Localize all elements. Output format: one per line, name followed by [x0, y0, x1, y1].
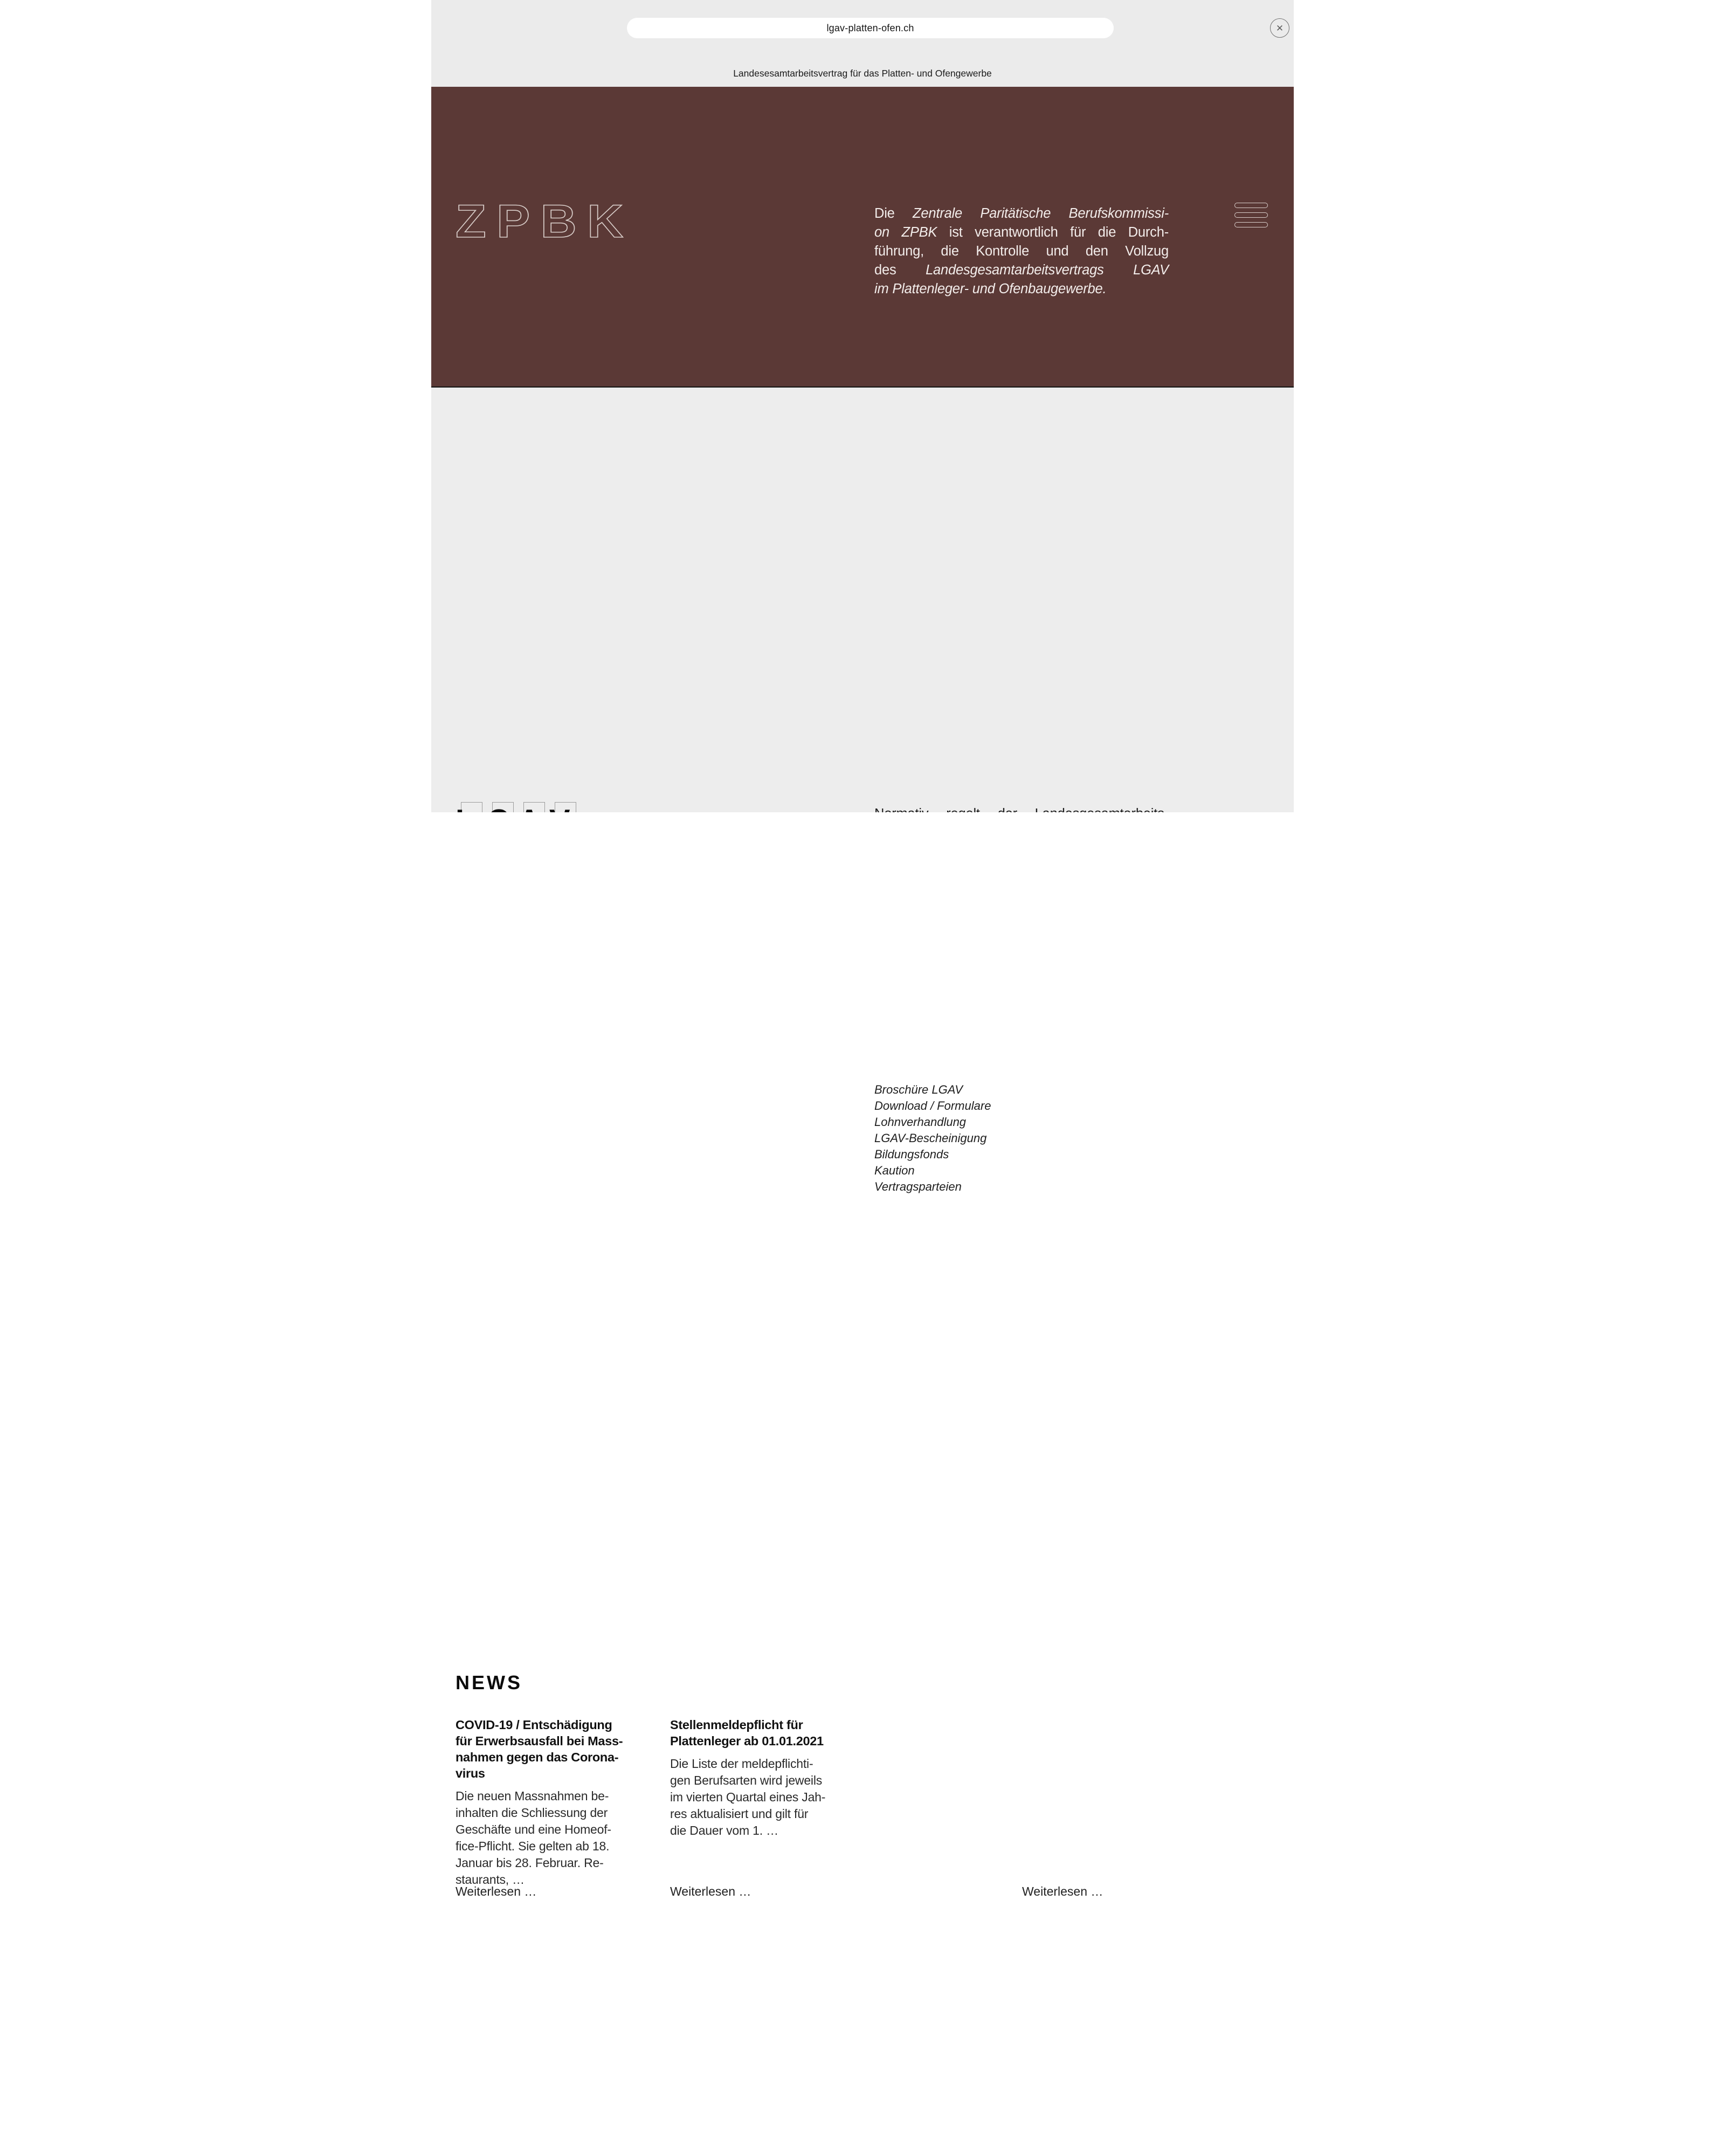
close-button[interactable] — [1270, 18, 1289, 38]
link-download-formulare[interactable]: Download / Formulare — [874, 1099, 991, 1112]
news-item-title[interactable]: Stellenmeldepflicht für Plattenleger ab 01.01.2021 — [670, 1718, 824, 1748]
hero-intro-text: Die Zentrale Paritätische Berufskommissi- on ZPBK ist verantwortlich für die Durch- führung, die Kontrolle und den Vollzug des Landesgesamtarbeitsvertrags LGAV im Plattenleger- und Ofenbaugewerbe. — [874, 206, 1169, 296]
hamburger-bar — [1234, 203, 1268, 208]
lgav-section — [431, 388, 1294, 1193]
page — [431, 0, 1294, 1898]
news-item-title[interactable]: COVID-19 / Entschädigung für Erwerbsausfall bei Mass- nahmen gegen das Corona- virus — [456, 1718, 623, 1780]
close-icon: ✕ — [1275, 23, 1284, 33]
address-bar[interactable] — [627, 18, 1114, 38]
link-lgav-bescheinigung[interactable]: LGAV-Bescheinigung — [874, 1131, 987, 1145]
link-vertragsparteien[interactable]: Vertragsparteien — [874, 1180, 962, 1193]
site-tagline: Landesesamtarbeitsvertrag für das Platten- und Ofengewerbe — [733, 68, 992, 79]
link-bildungsfonds[interactable]: Bildungsfonds — [874, 1148, 949, 1161]
zpbk-logo[interactable]: ZPBK — [456, 196, 634, 247]
read-more-link[interactable]: Weiterlesen … — [670, 1884, 751, 1898]
hamburger-bar — [1234, 212, 1268, 218]
news-item-body: Die neuen Massnahmen be- inhalten die Schliessung der Geschäfte und eine Homeof- fice-Pflicht. Sie gelten ab 18. Januar bis 28. Februar. Re- staurants, … — [456, 1789, 611, 1887]
link-kaution[interactable]: Kaution — [874, 1164, 915, 1177]
link-lohnverhandlung[interactable]: Lohnverhandlung — [874, 1115, 967, 1129]
quick-links — [874, 1082, 991, 1195]
read-more-link[interactable]: Weiterlesen … — [456, 1884, 537, 1898]
address-bar-url: lgav-platten-ofen.ch — [826, 22, 914, 33]
browser-topbar — [431, 0, 1294, 87]
hero-section — [431, 87, 1294, 388]
link-broschuere-lgav[interactable]: Broschüre LGAV — [874, 1083, 963, 1096]
news-heading: NEWS — [456, 1671, 522, 1694]
news-item-body: Die Liste der meldepflichti- gen Berufsarten wird jeweils im vierten Quartal eines Jah- res aktualisiert und gilt für die Dauer vom 1. … — [670, 1757, 826, 1837]
read-more-link[interactable]: Weiterlesen … — [1022, 1884, 1103, 1898]
hamburger-menu-icon[interactable] — [1234, 203, 1268, 232]
hamburger-bar — [1234, 222, 1268, 227]
